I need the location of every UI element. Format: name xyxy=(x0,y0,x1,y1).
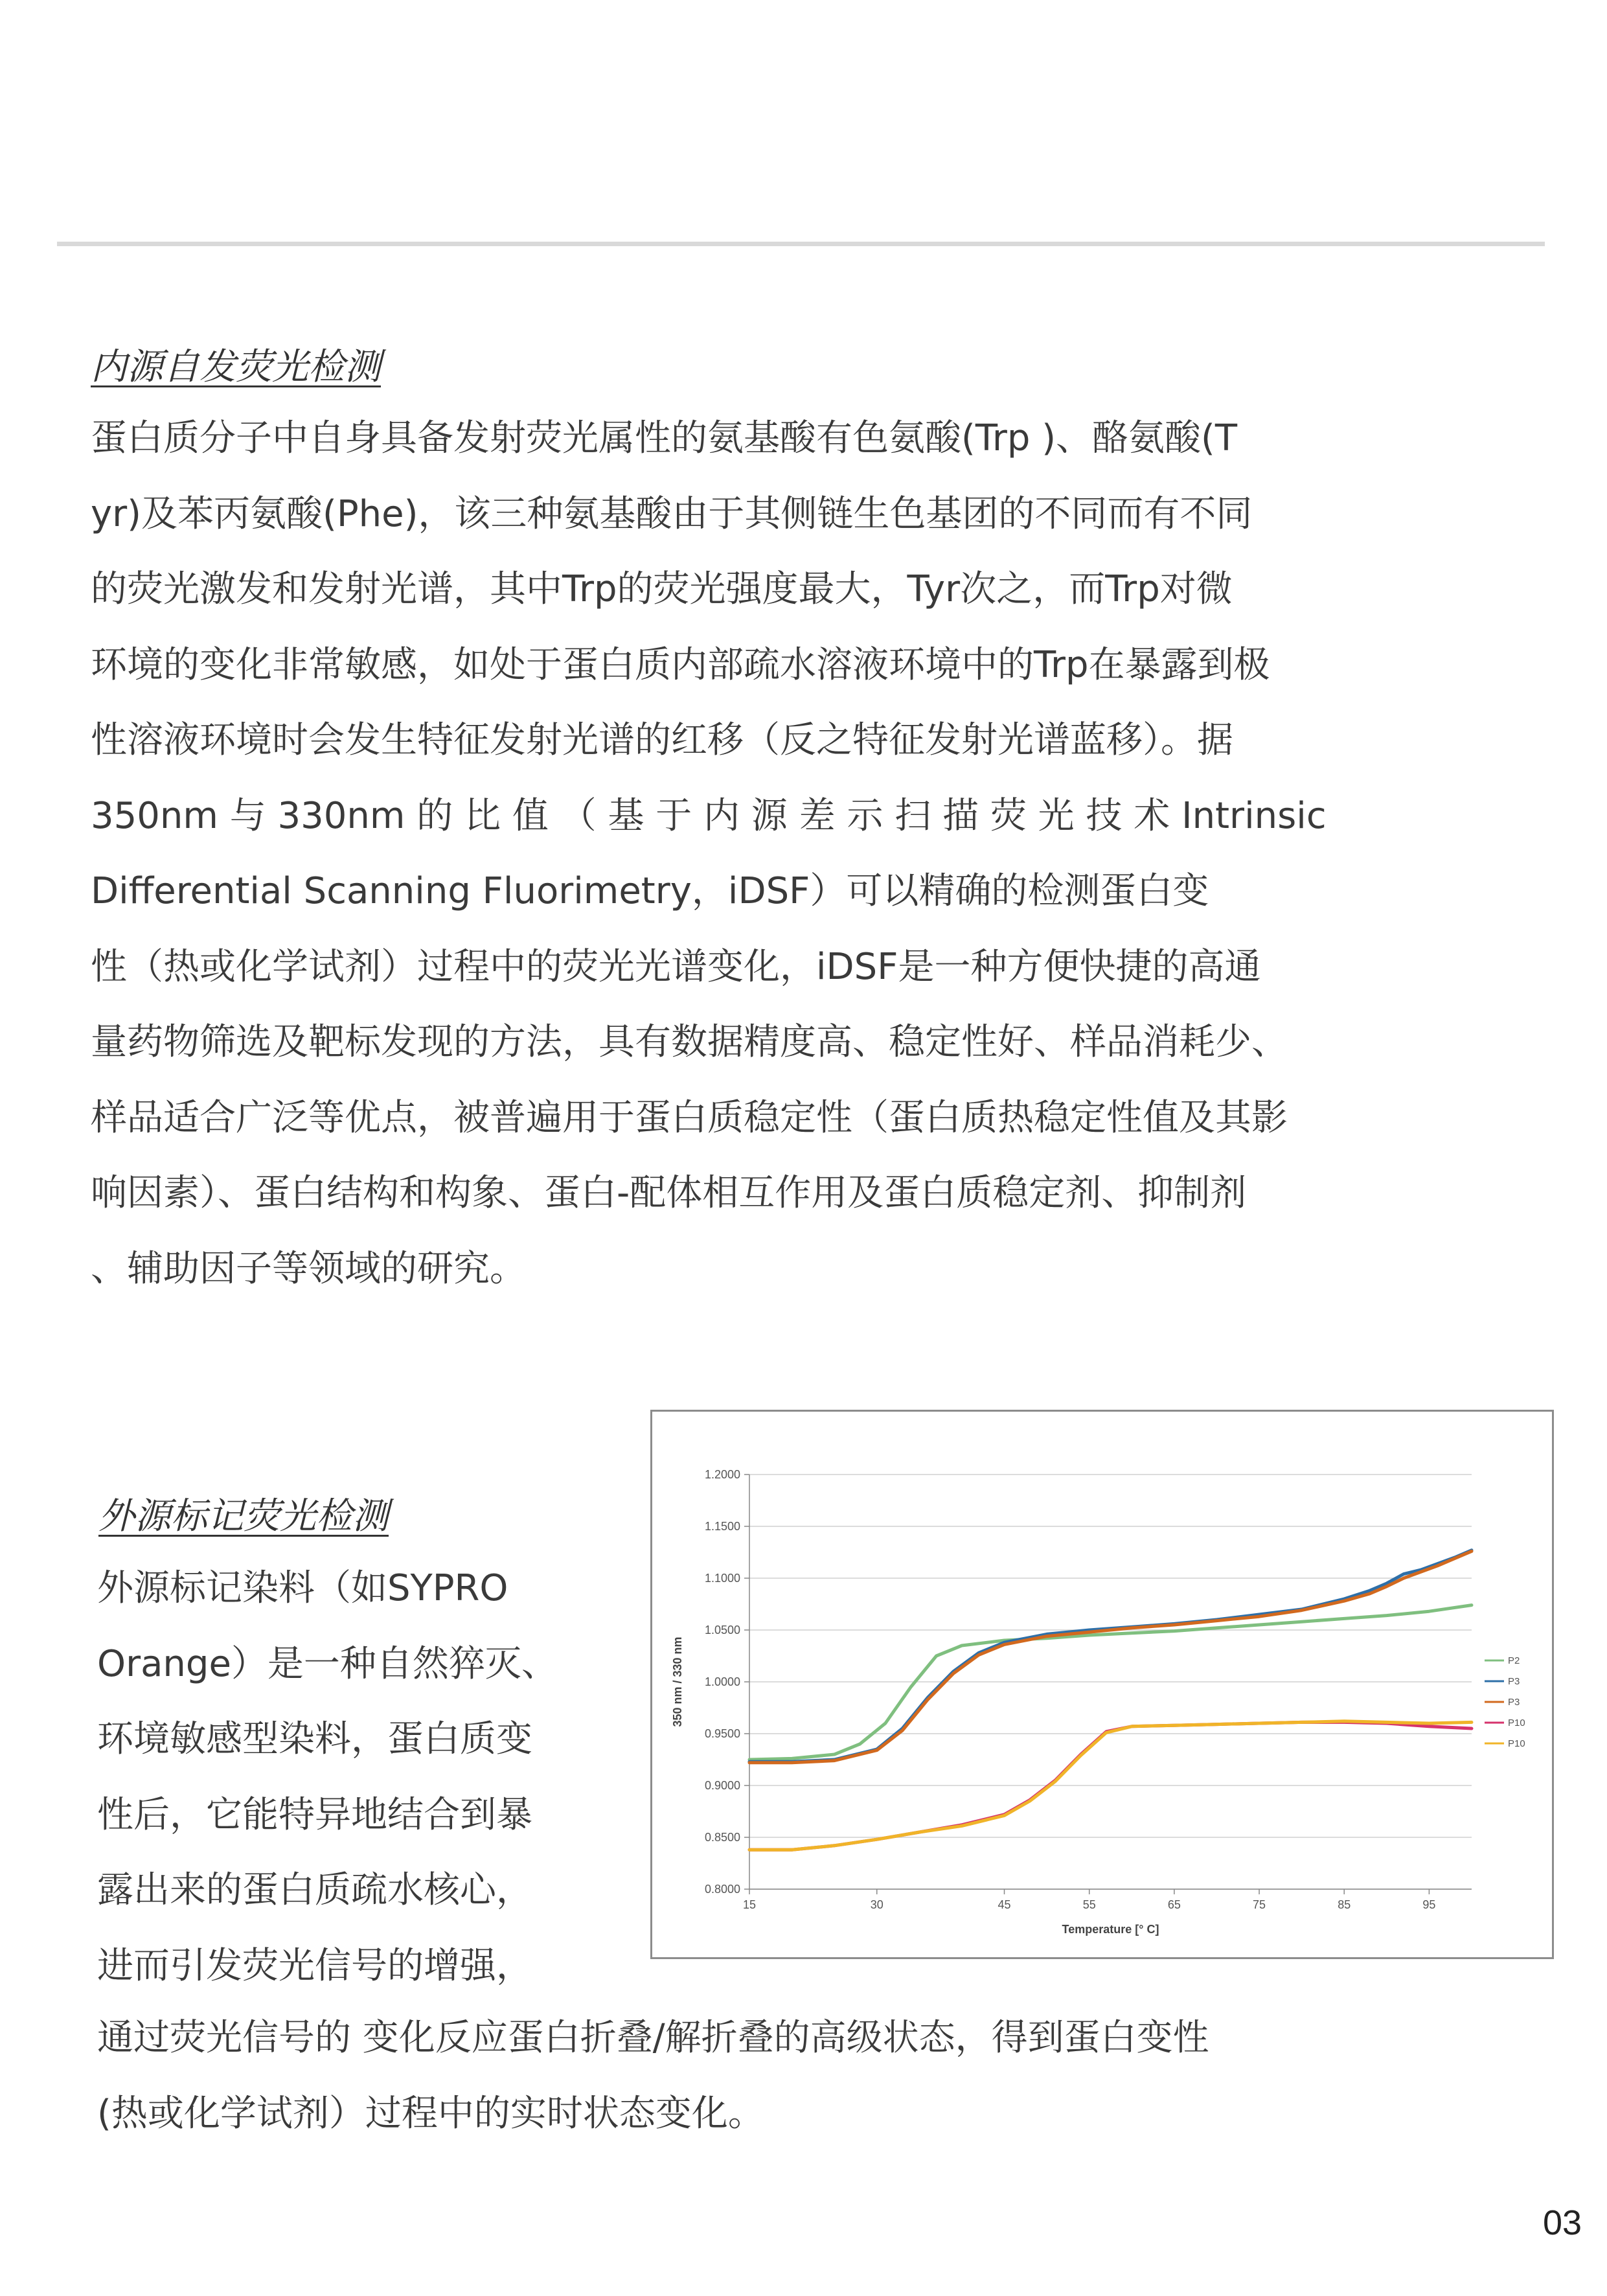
legend-label: P3 xyxy=(1508,1676,1520,1687)
x-tick-label: 30 xyxy=(870,1898,883,1911)
paragraph-line: 性溶液环境时会发生特征发射光谱的红移（反之特征发射光谱蓝移）。据 xyxy=(91,719,1233,761)
x-tick-label: 95 xyxy=(1422,1898,1436,1911)
paragraph-line: 性后，它能特异地结合到暴 xyxy=(97,1793,532,1836)
y-tick-label: 0.9500 xyxy=(704,1727,740,1740)
y-tick-label: 1.1500 xyxy=(704,1520,740,1533)
x-tick-label: 15 xyxy=(742,1898,757,1911)
paragraph-line: 环境敏感型染料，蛋白质变 xyxy=(97,1718,532,1760)
section-heading-intrinsic: 内源自发荧光检测 xyxy=(91,346,381,388)
y-tick-label: 1.1000 xyxy=(704,1572,740,1585)
legend-label: P3 xyxy=(1508,1697,1520,1708)
chart-svg xyxy=(652,1412,1552,1957)
y-tick-label: 1.2000 xyxy=(704,1468,740,1481)
legend-label: P10 xyxy=(1508,1717,1525,1728)
paragraph-line: (热或化学试剂）过程中的实时状态变化。 xyxy=(97,2092,764,2135)
x-tick-label: 45 xyxy=(997,1898,1011,1911)
paragraph-line: 进而引发荧光信号的增强， xyxy=(97,1944,532,1987)
melt-curve-chart xyxy=(650,1410,1554,1959)
intrinsic-paragraph xyxy=(91,401,1477,1307)
paragraph-line: 蛋白质分子中自身具备发射荧光属性的氨基酸有色氨酸(Trp )、酪氨酸(T xyxy=(91,417,1238,459)
paragraph-line: Differential Scanning Fluorimetry，iDSF）可以精确的检测蛋白变 xyxy=(91,870,1209,912)
x-axis-label: Temperature [° C] xyxy=(1062,1923,1159,1936)
paragraph-line: Orange）是一种自然猝灭、 xyxy=(97,1642,558,1685)
x-tick-label: 65 xyxy=(1167,1898,1181,1911)
paragraph-line: 外源标记染料（如SYPRO xyxy=(97,1567,508,1609)
paragraph-line: 性（热或化学试剂）过程中的荧光光谱变化，iDSF是一种方便快捷的高通 xyxy=(91,945,1261,988)
y-axis-label: 350 nm / 330 nm xyxy=(671,1636,684,1727)
y-tick-label: 1.0500 xyxy=(704,1624,740,1636)
y-tick-label: 0.8000 xyxy=(704,1883,740,1896)
top-divider xyxy=(57,242,1545,246)
paragraph-line: 的荧光激发和发射光谱，其中Trp的荧光强度最大，Tyr次之，而Trp对微 xyxy=(91,568,1233,610)
legend-label: P2 xyxy=(1508,1655,1520,1666)
paragraph-line: 通过荧光信号的 变化反应蛋白折叠/解折叠的高级状态，得到蛋白变性 xyxy=(97,2017,1209,2059)
paragraph-line: yr)及苯丙氨酸(Phe)，该三种氨基酸由于其侧链生色基团的不同而有不同 xyxy=(91,492,1253,535)
paragraph-line: 响因素）、蛋白结构和构象、蛋白-配体相互作用及蛋白质稳定剂、抑制剂 xyxy=(91,1172,1247,1214)
section-heading-extrinsic: 外源标记荧光检测 xyxy=(98,1495,389,1537)
paragraph-line: 样品适合广泛等优点，被普遍用于蛋白质稳定性（蛋白质热稳定性值及其影 xyxy=(91,1096,1288,1139)
x-tick-label: 75 xyxy=(1253,1898,1266,1911)
y-tick-label: 0.9000 xyxy=(704,1779,740,1792)
paragraph-line: 露出来的蛋白质疏水核心， xyxy=(97,1869,532,1911)
x-tick-label: 85 xyxy=(1338,1898,1351,1911)
paragraph-line: 、辅助因子等领域的研究。 xyxy=(91,1247,526,1290)
series-line xyxy=(749,1722,1472,1850)
paragraph-line: 350nm 与 330nm 的 比 值 （ 基 于 内 源 差 示 扫 描 荧 光 技 术 Intrinsic xyxy=(91,794,1327,837)
x-tick-label: 55 xyxy=(1082,1898,1096,1911)
y-tick-label: 1.0000 xyxy=(704,1675,740,1688)
legend-label: P10 xyxy=(1508,1738,1525,1749)
y-tick-label: 0.8500 xyxy=(704,1831,740,1844)
paragraph-line: 环境的变化非常敏感，如处于蛋白质内部疏水溶液环境中的Trp在暴露到极 xyxy=(91,643,1270,686)
extrinsic-paragraph xyxy=(97,1551,641,2004)
page-number: 03 xyxy=(1543,2203,1582,2242)
paragraph-line: 量药物筛选及靶标发现的方法，具有数据精度高、稳定性好、样品消耗少、 xyxy=(91,1021,1288,1063)
extrinsic-paragraph-continued xyxy=(97,2001,1522,2152)
